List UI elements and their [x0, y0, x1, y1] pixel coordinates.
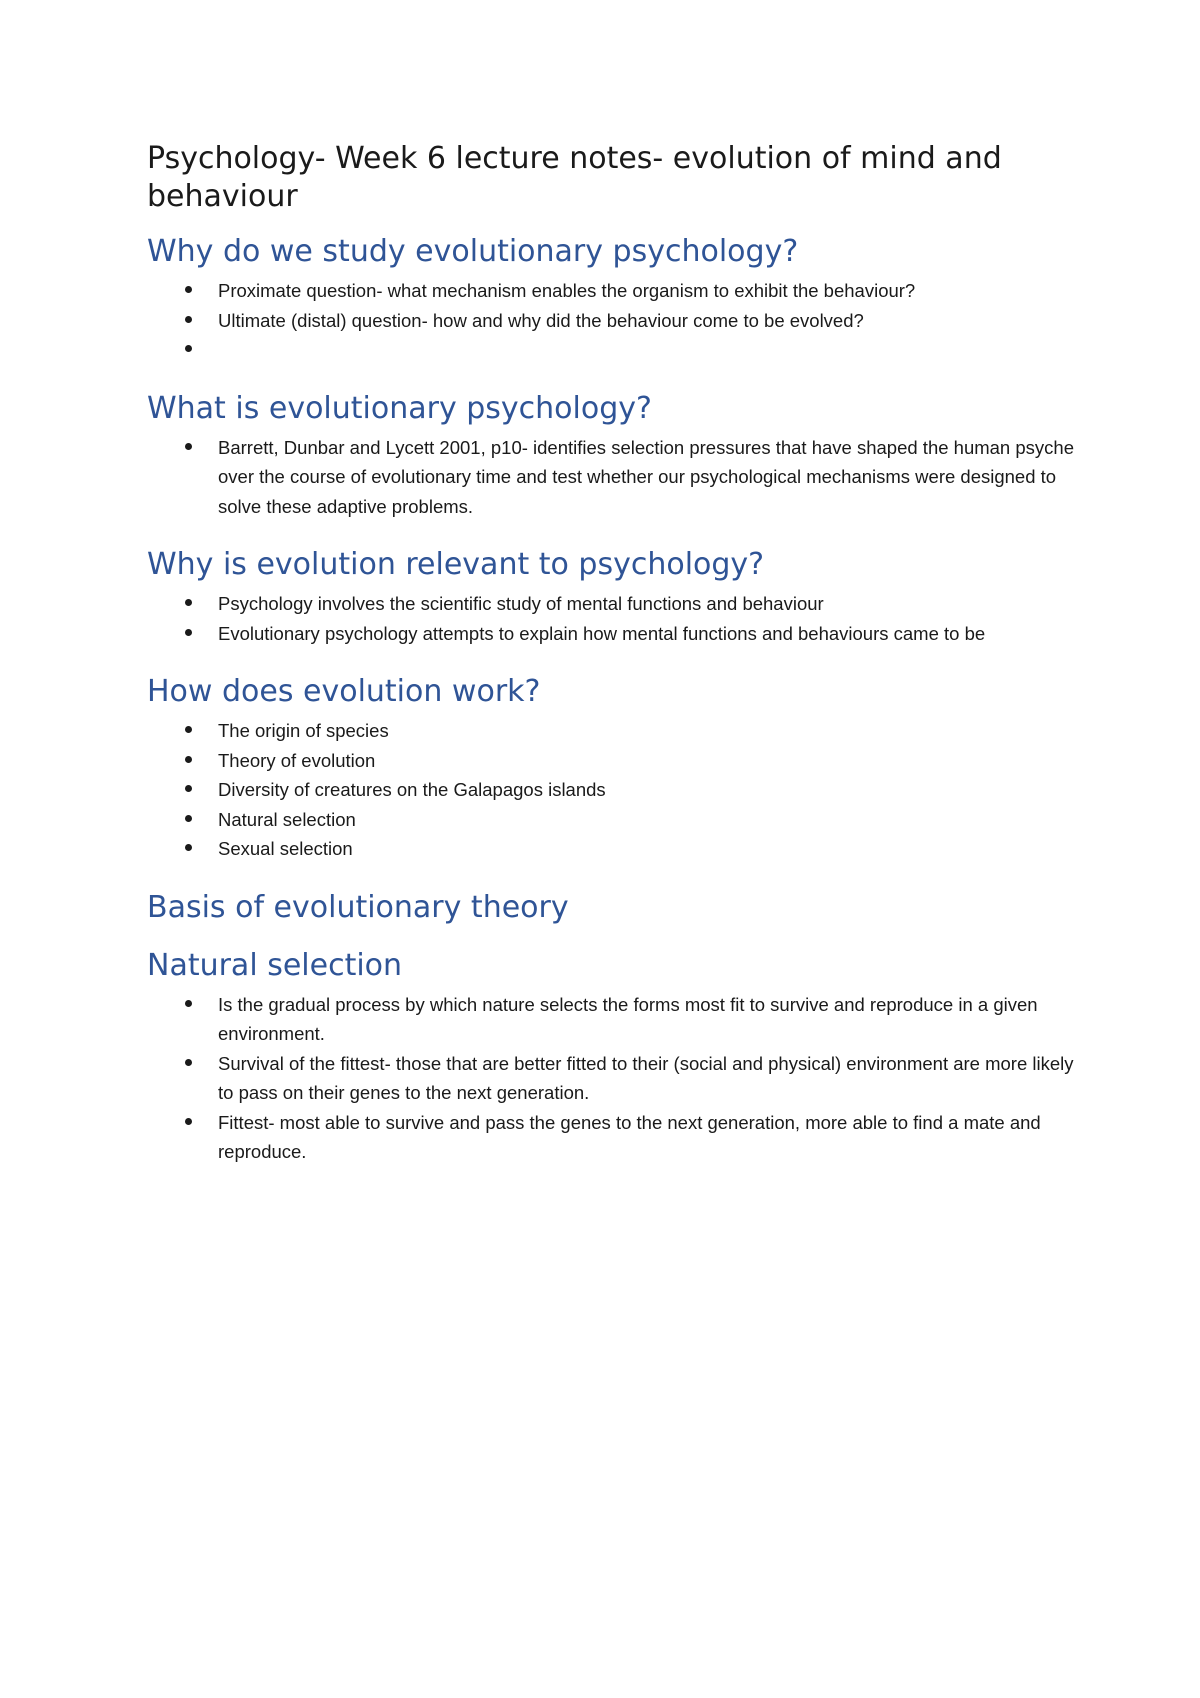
list-item-text: Is the gradual process by which nature selects the forms most fit to survive and reproduce in a given environment. — [218, 993, 1038, 1044]
list-item-text: Ultimate (distal) question- how and why did the behaviour come to be evolved? — [218, 309, 864, 331]
section-heading: What is evolutionary psychology? — [147, 390, 652, 426]
section-heading: Why is evolution relevant to psychology? — [147, 547, 765, 582]
list-item-text: Psychology involves the scientific study of mental functions and behaviour — [218, 593, 824, 614]
list-item — [147, 716, 1077, 746]
list-item-text: Evolutionary psychology attempts to explain how mental functions and behaviours came to be — [218, 622, 986, 644]
section-why-study — [147, 234, 1077, 365]
section-heading: Why do we study evolutionary psychology? — [147, 234, 799, 269]
section-heading: Natural selection — [147, 947, 403, 983]
list-item — [147, 1108, 1077, 1167]
bullet-list — [147, 433, 1077, 522]
bullet-icon — [185, 1000, 192, 1007]
list-item — [147, 990, 1077, 1049]
bullet-icon — [185, 345, 192, 352]
list-item-text: Theory of evolution — [218, 749, 376, 771]
list-item-text: The origin of species — [218, 720, 389, 741]
list-item — [147, 775, 1077, 805]
bullet-icon — [185, 443, 192, 450]
bullet-icon — [185, 629, 192, 636]
bullet-icon — [185, 726, 192, 733]
list-item — [147, 746, 1077, 776]
bullet-list — [147, 716, 1077, 864]
list-item-text: Natural selection — [218, 808, 356, 830]
section-heading: How does evolution work? — [147, 674, 541, 709]
section-how-works — [147, 674, 1077, 864]
list-item-text — [218, 339, 223, 360]
list-item — [147, 805, 1077, 835]
bullet-icon — [185, 599, 192, 606]
list-item — [147, 433, 1077, 522]
list-item-text: Proximate question- what mechanism enables the organism to exhibit the behaviour? — [218, 280, 916, 301]
section-natural-selection — [147, 948, 1077, 1167]
section-heading: Basis of evolutionary theory — [147, 889, 569, 925]
list-item-text: Diversity of creatures on the Galapagos islands — [218, 779, 606, 800]
document-content — [147, 140, 1077, 1193]
list-item — [147, 1049, 1077, 1108]
bullet-icon — [185, 286, 192, 293]
list-item — [147, 335, 1077, 365]
bullet-icon — [185, 1118, 192, 1125]
bullet-list — [147, 990, 1077, 1167]
list-item — [147, 306, 1077, 336]
list-item — [147, 589, 1077, 619]
bullet-icon — [185, 844, 192, 851]
bullet-list — [147, 276, 1077, 365]
bullet-icon — [185, 1059, 192, 1066]
list-item-text: Fittest- most able to survive and pass the genes to the next generation, more able to find a mate and reproduce. — [218, 1111, 1041, 1162]
document-title: Psychology- Week 6 lecture notes- evolution of mind and behaviour — [147, 141, 1002, 214]
bullet-icon — [185, 815, 192, 822]
list-item-text: Barrett, Dunbar and Lycett 2001, p10- identifies selection pressures that have shaped the human psyche over the course of evolutionary time and test whether our psychological mechanisms were designed to solve these adaptive problems. — [218, 436, 1074, 517]
bullet-icon — [185, 785, 192, 792]
bullet-list — [147, 589, 1077, 648]
bullet-icon — [185, 316, 192, 323]
list-item-text: Sexual selection — [218, 838, 353, 859]
list-item-text: Survival of the fittest- those that are better fitted to their (social and physical) environment are more likely to pass on their genes to the next generation. — [218, 1052, 1074, 1103]
section-basis-theory — [147, 890, 1077, 926]
list-item — [147, 834, 1077, 864]
list-item — [147, 619, 1077, 649]
list-item — [147, 276, 1077, 306]
section-what-is — [147, 391, 1077, 522]
bullet-icon — [185, 756, 192, 763]
section-why-relevant — [147, 547, 1077, 648]
